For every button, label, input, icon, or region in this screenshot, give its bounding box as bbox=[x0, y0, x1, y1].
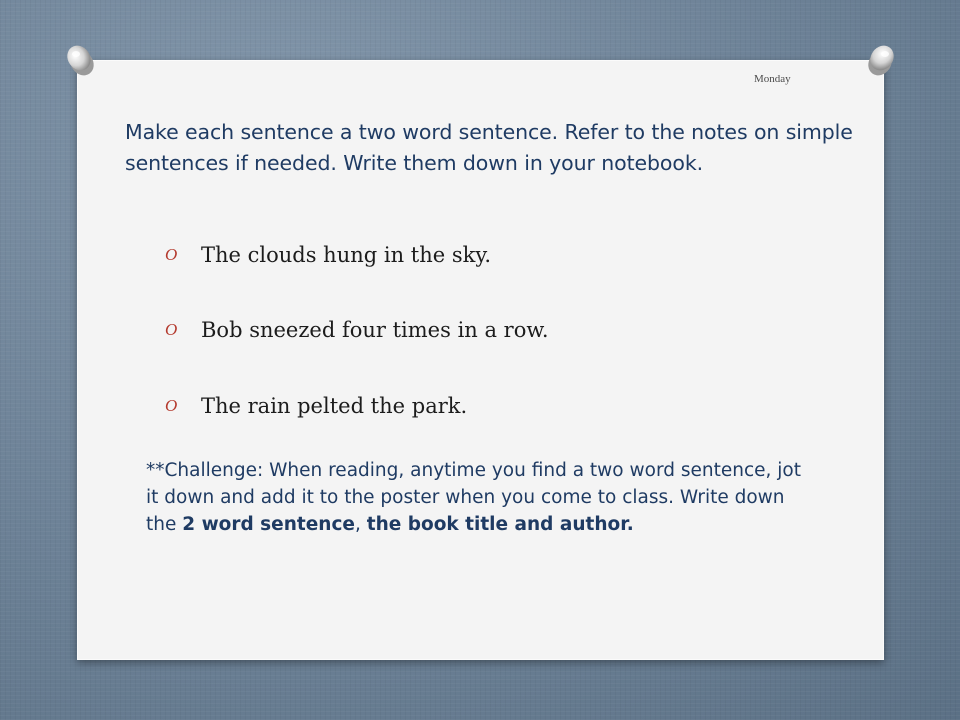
challenge-note bbox=[146, 457, 806, 538]
challenge-separator: , bbox=[354, 514, 367, 535]
bullet-icon: O bbox=[165, 245, 178, 264]
date-label: Monday bbox=[754, 73, 791, 85]
sentence-text: The rain pelted the park. bbox=[201, 394, 468, 418]
list-item bbox=[165, 389, 765, 423]
list-item bbox=[165, 313, 765, 347]
push-pin-icon bbox=[860, 40, 900, 80]
sentence-text: Bob sneezed four times in a row. bbox=[201, 318, 549, 342]
push-pin-icon bbox=[62, 40, 102, 80]
bullet-icon: O bbox=[165, 396, 178, 415]
list-item bbox=[165, 238, 765, 272]
sentence-text: The clouds hung in the sky. bbox=[201, 243, 492, 267]
instructions-text: Make each sentence a two word sentence. Refer to the notes on simple sentences if needed. Write them down in your notebook. bbox=[125, 120, 853, 175]
challenge-bold-title-author: the book title and author. bbox=[366, 514, 634, 535]
bullet-icon: O bbox=[165, 320, 178, 339]
challenge-bold-sentence: 2 word sentence bbox=[182, 514, 355, 535]
challenge-intro: **Challenge: When reading, anytime you find a two word sentence, jot it down and add it to the poster when you come to class. Write down the bbox=[146, 460, 801, 535]
